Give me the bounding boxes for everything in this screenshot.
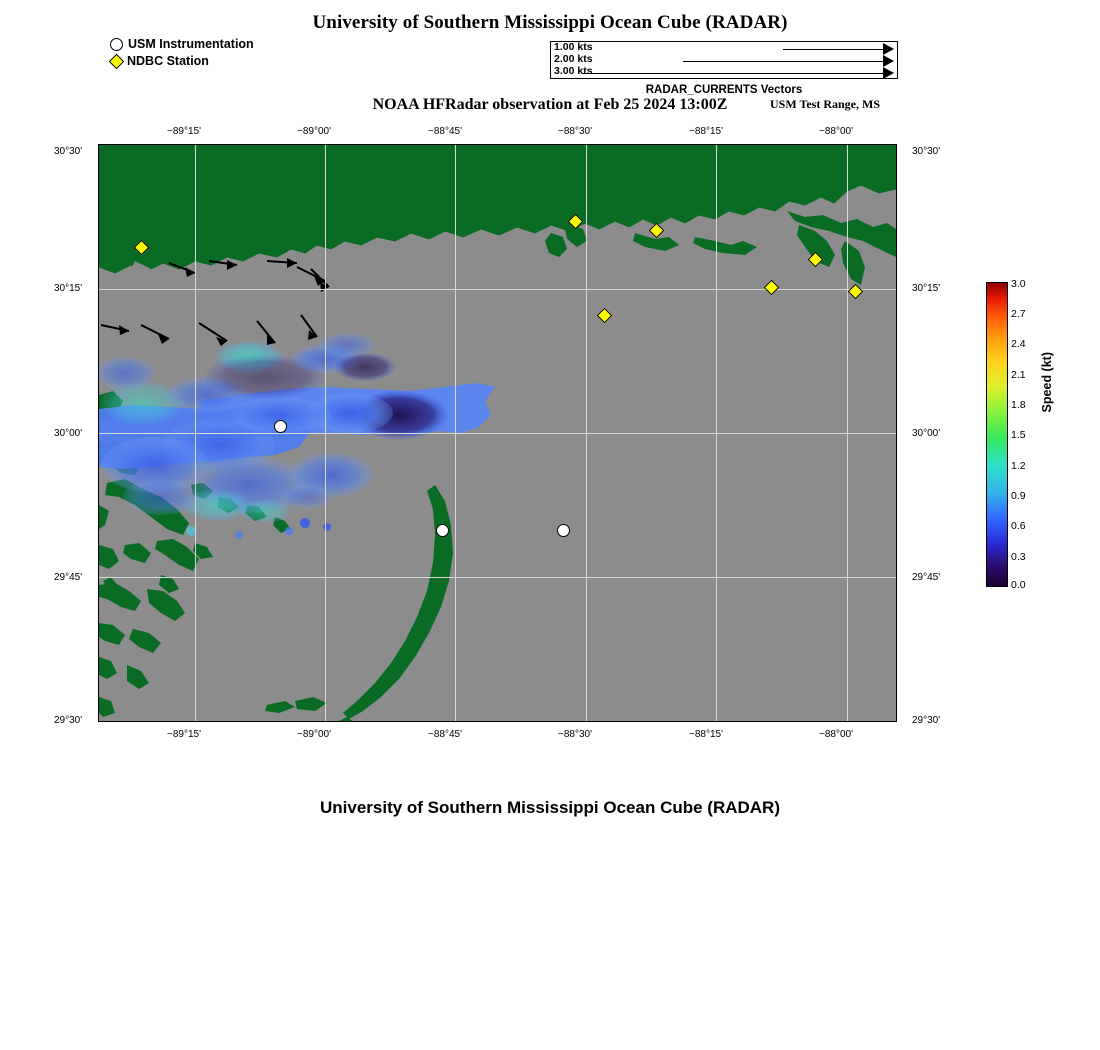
vector-key-label-3kt: 3.00 kts xyxy=(554,65,593,77)
diamond-marker-icon xyxy=(109,53,125,69)
legend-item-usm xyxy=(110,36,254,52)
map-subtitle: NOAA HFRadar observation at Feb 25 2024 13:00Z xyxy=(372,96,728,113)
axis-label-lon-top-5: −88°15' xyxy=(689,126,723,137)
colorbar-tick-1-2: 1.2 xyxy=(1011,460,1026,472)
vector-key-arrow-3kt xyxy=(883,67,894,79)
colorbar-tick-2-7: 2.7 xyxy=(1011,308,1026,320)
axis-label-lat-left-4: 29°45' xyxy=(54,572,83,583)
colorbar-tick-1-5: 1.5 xyxy=(1011,429,1026,441)
axis-label-lat-right-1: 30°30' xyxy=(912,146,941,157)
vector-key-line-2kt xyxy=(683,61,883,62)
axis-label-lon-bottom-3: −88°45' xyxy=(428,729,462,740)
usm-instrumentation-marker[interactable] xyxy=(436,524,449,537)
colorbar-tick-0-9: 0.9 xyxy=(1011,490,1026,502)
axis-label-lon-bottom-1: −89°15' xyxy=(167,729,201,740)
legend-item-usm-label: USM Instrumentation xyxy=(128,36,254,51)
page-title: University of Southern Mississippi Ocean Cube (RADAR) xyxy=(312,12,788,33)
colorbar-tick-0-6: 0.6 xyxy=(1011,520,1026,532)
colorbar-title: Speed (kt) xyxy=(1040,352,1054,413)
circle-marker-icon xyxy=(110,38,123,51)
colorbar-tick-1-8: 1.8 xyxy=(1011,399,1026,411)
axis-label-lat-right-3: 30°00' xyxy=(912,428,941,439)
axis-label-lat-right-2: 30°15' xyxy=(912,283,941,294)
vector-key-arrow-1kt xyxy=(883,43,894,55)
footer-title: University of Southern Mississippi Ocean Cube (RADAR) xyxy=(319,798,780,817)
usm-instrumentation-marker[interactable] xyxy=(274,420,287,433)
axis-label-lat-right-5: 29°30' xyxy=(912,715,941,726)
colorbar-gradient xyxy=(986,282,1008,587)
colorbar-tick-2-1: 2.1 xyxy=(1011,369,1026,381)
test-range-label: USM Test Range, MS xyxy=(770,97,881,111)
axis-label-lat-left-1: 30°30' xyxy=(54,146,83,157)
vector-key-arrow-2kt xyxy=(883,55,894,67)
map-plot[interactable] xyxy=(98,144,897,722)
vector-key-label-1kt: 1.00 kts xyxy=(554,41,593,53)
legend-item-ndbc xyxy=(110,53,254,69)
axis-label-lon-bottom-4: −88°30' xyxy=(558,729,592,740)
axis-label-lon-top-2: −89°00' xyxy=(297,126,331,137)
axis-label-lon-top-6: −88°00' xyxy=(819,126,853,137)
axis-label-lon-top-4: −88°30' xyxy=(558,126,592,137)
vector-key-row-1kt xyxy=(551,43,897,55)
vector-key-row-2kt xyxy=(551,55,897,67)
axis-label-lon-bottom-6: −88°00' xyxy=(819,729,853,740)
usm-instrumentation-marker[interactable] xyxy=(557,524,570,537)
colorbar-tick-2-4: 2.4 xyxy=(1011,338,1026,350)
legend-item-ndbc-label: NDBC Station xyxy=(127,53,209,68)
axis-label-lat-right-4: 29°45' xyxy=(912,572,941,583)
axis-label-lon-bottom-5: −88°15' xyxy=(689,729,723,740)
vector-key-caption: RADAR_CURRENTS Vectors xyxy=(645,84,803,96)
gridline-lat-3 xyxy=(99,577,896,578)
vector-key-label-2kt: 2.00 kts xyxy=(554,53,593,65)
vector-key-line-1kt xyxy=(783,49,883,50)
vector-key-line-3kt xyxy=(583,73,883,74)
colorbar-tick-3-0: 3.0 xyxy=(1011,278,1026,290)
axis-label-lon-top-1: −89°15' xyxy=(167,126,201,137)
vector-key-row-3kt xyxy=(551,67,897,79)
axis-label-lon-bottom-2: −89°00' xyxy=(297,729,331,740)
gridline-lat-2 xyxy=(99,433,896,434)
colorbar xyxy=(986,278,1026,591)
axis-label-lat-left-2: 30°15' xyxy=(54,283,83,294)
axis-label-lon-top-3: −88°45' xyxy=(428,126,462,137)
colorbar-tick-0-3: 0.3 xyxy=(1011,551,1026,563)
map-legend xyxy=(110,36,254,70)
axis-label-lat-left-5: 29°30' xyxy=(54,715,83,726)
vector-scale-key xyxy=(550,41,898,79)
colorbar-tick-0-0: 0.0 xyxy=(1011,579,1026,591)
axis-label-lat-left-3: 30°00' xyxy=(54,428,83,439)
